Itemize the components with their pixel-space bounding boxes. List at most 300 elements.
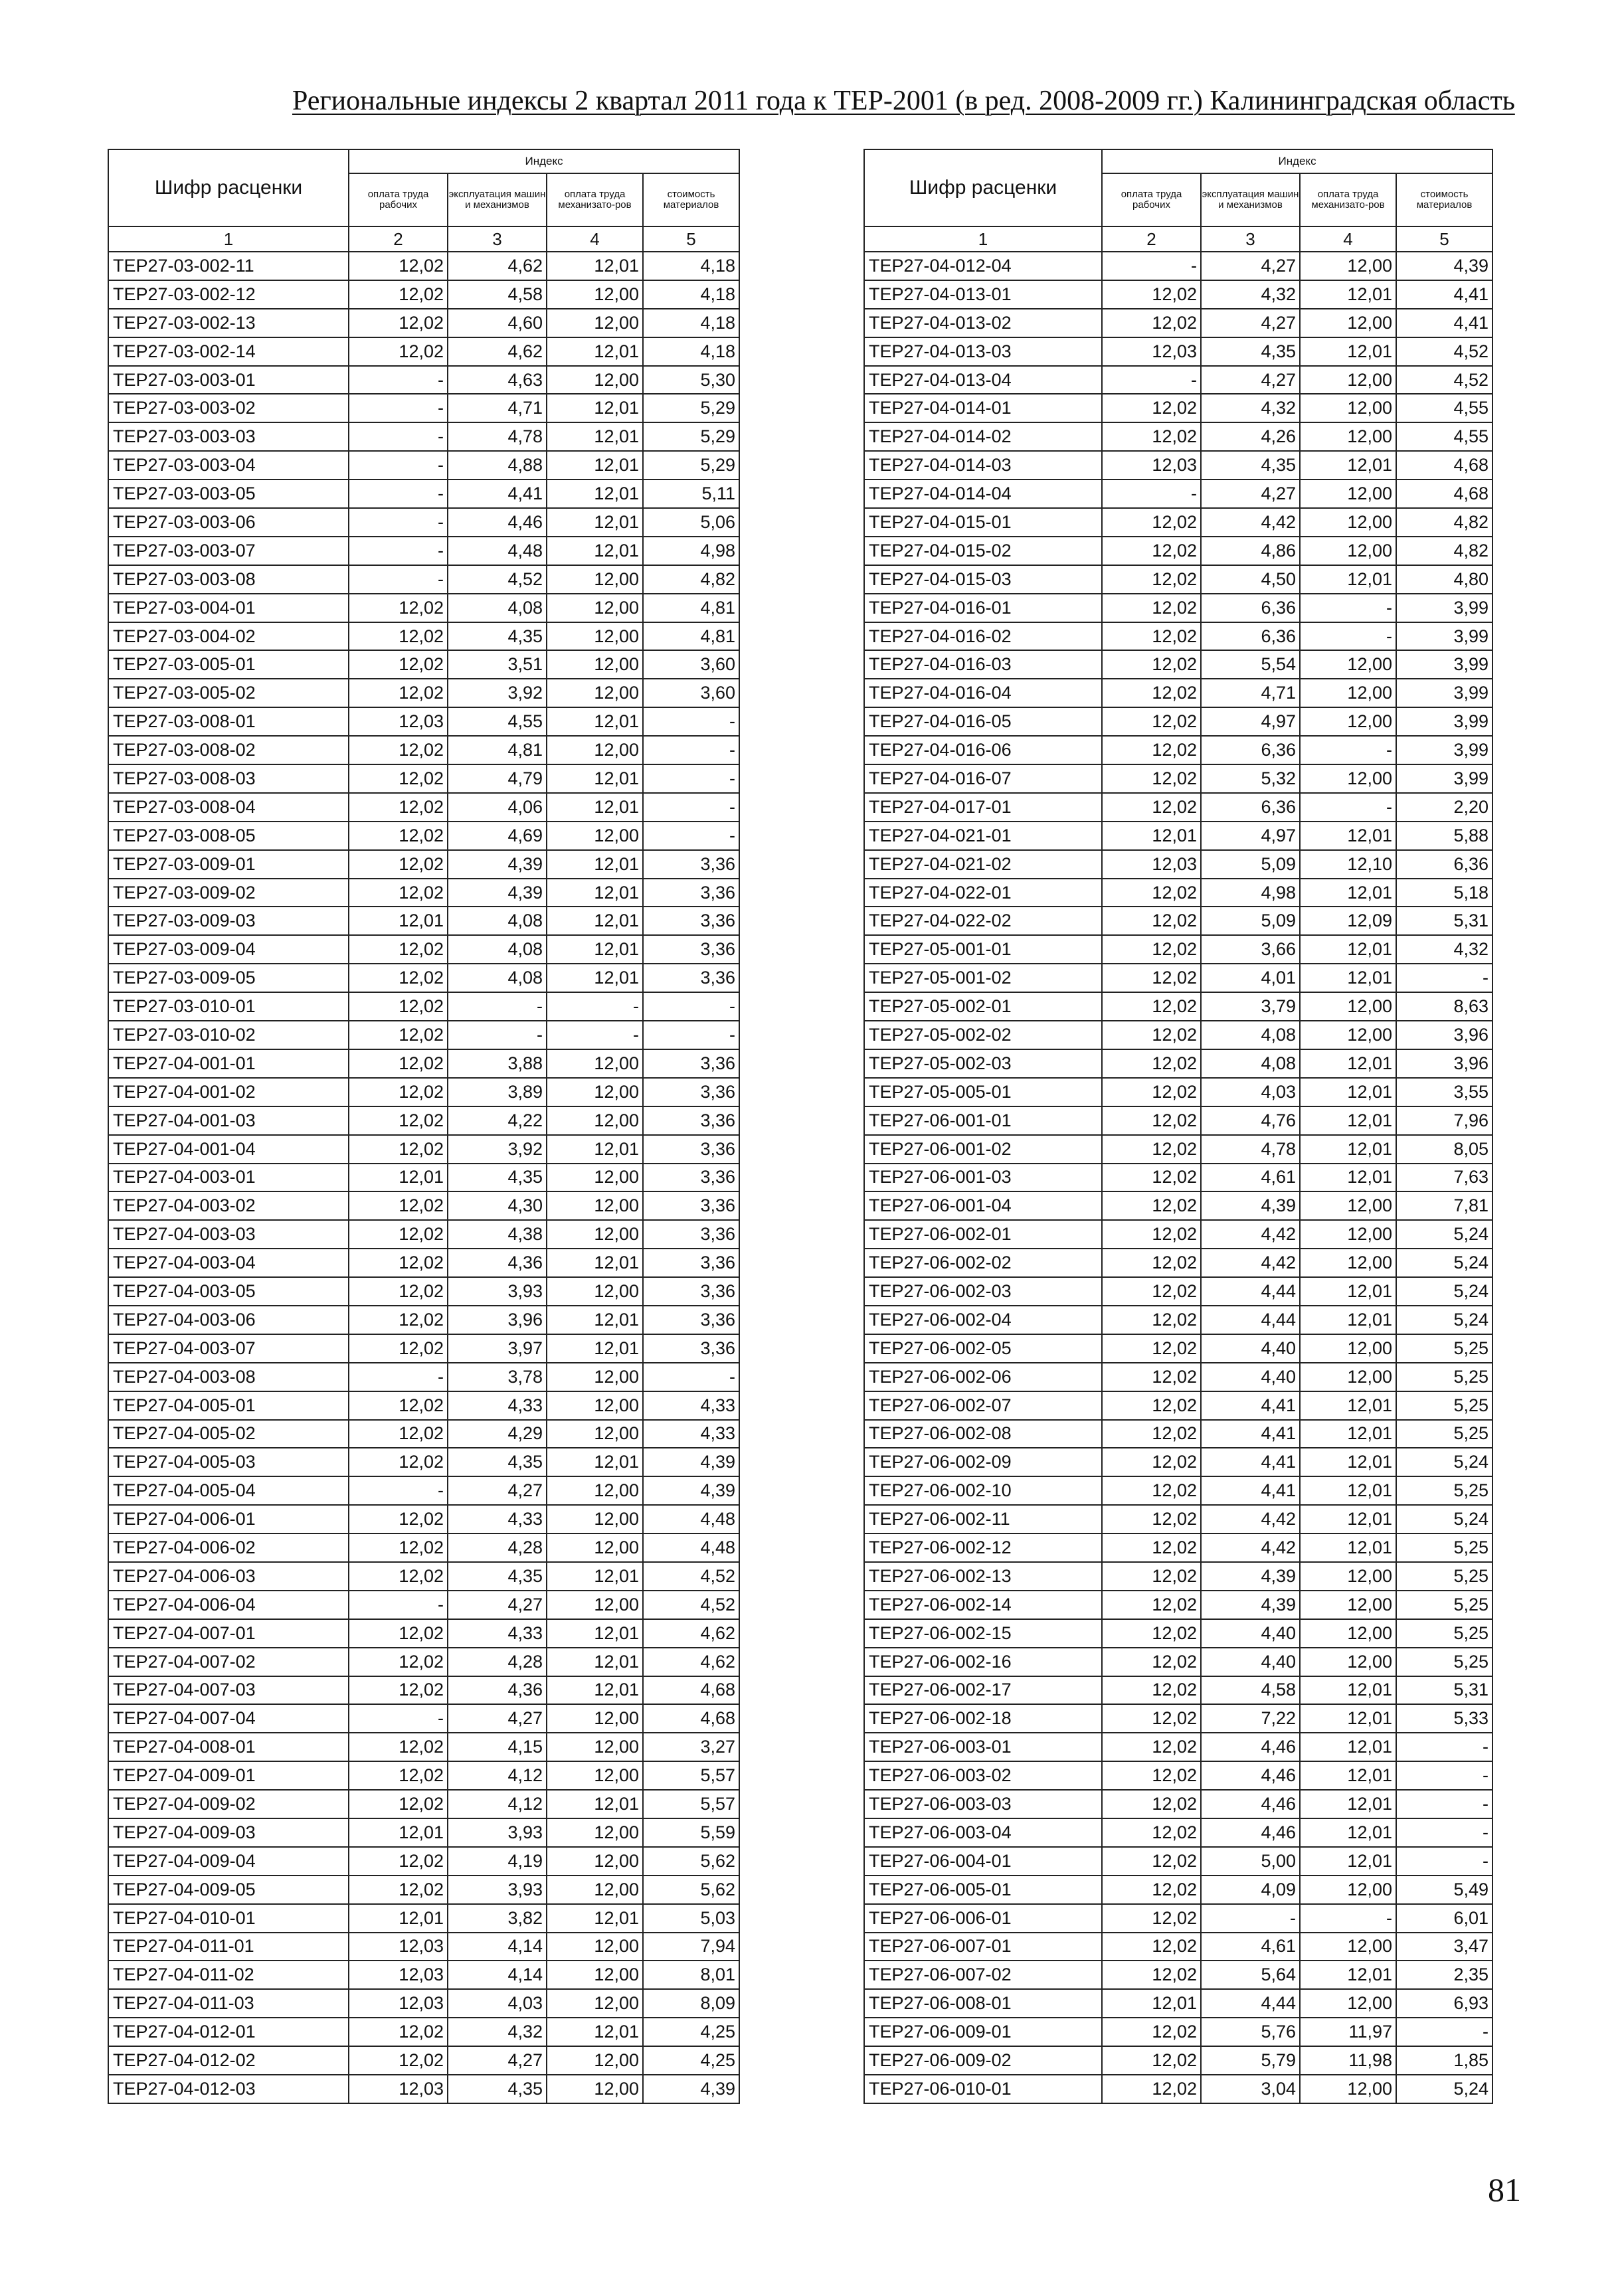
rate-code-cell: ТЕР27-04-012-02 (108, 2046, 349, 2075)
table-row (864, 1049, 1492, 1078)
operators-index-cell: 12,00 (547, 366, 643, 394)
rate-code-cell: ТЕР27-04-003-05 (108, 1277, 349, 1306)
column-number: 4 (1300, 226, 1396, 252)
rate-code-cell: ТЕР27-06-010-01 (864, 2075, 1102, 2103)
operators-index-cell: 12,01 (547, 1790, 643, 1818)
table-row (864, 2018, 1492, 2046)
labor-index-cell: 12,02 (1102, 422, 1201, 451)
machines-index-cell: 4,44 (1201, 1277, 1300, 1306)
table-row (108, 1391, 739, 1420)
labor-index-cell: 12,02 (349, 1135, 448, 1164)
labor-index-cell: 12,02 (1102, 1363, 1201, 1391)
rate-code-cell: ТЕР27-03-002-11 (108, 252, 349, 280)
labor-index-cell: 12,02 (349, 280, 448, 309)
table-row (864, 1363, 1492, 1391)
machines-index-cell: 3,78 (448, 1363, 547, 1391)
materials-index-cell: - (643, 707, 739, 736)
materials-index-cell: 3,36 (643, 1135, 739, 1164)
labor-index-cell: 12,01 (349, 1904, 448, 1933)
operators-index-cell: 12,00 (547, 822, 643, 850)
operators-index-cell: 12,00 (1300, 1363, 1396, 1391)
operators-index-cell: 12,00 (547, 1277, 643, 1306)
materials-index-cell: 5,25 (1396, 1648, 1492, 1676)
column-number: 5 (643, 226, 739, 252)
machines-index-cell: 4,42 (1201, 508, 1300, 537)
labor-index-cell: 12,02 (1102, 1733, 1201, 1761)
materials-index-cell: 5,62 (643, 1876, 739, 1904)
materials-index-cell: 3,60 (643, 650, 739, 679)
rate-code-cell: ТЕР27-04-013-02 (864, 309, 1102, 337)
table-row (864, 1334, 1492, 1363)
materials-index-cell: 4,98 (643, 537, 739, 565)
machines-index-cell: - (448, 992, 547, 1021)
machines-index-cell: 4,46 (1201, 1790, 1300, 1818)
operators-index-cell: 12,01 (547, 422, 643, 451)
materials-index-cell: 4,39 (1396, 252, 1492, 280)
materials-index-cell: 3,99 (1396, 764, 1492, 793)
machines-index-cell: 4,35 (1201, 337, 1300, 366)
materials-index-cell: 5,25 (1396, 1391, 1492, 1420)
machines-index-cell: 5,79 (1201, 2046, 1300, 2075)
table-row (108, 650, 739, 679)
operators-index-cell: 12,01 (547, 907, 643, 935)
materials-index-cell: 3,36 (643, 1164, 739, 1192)
machines-index-cell: 4,08 (448, 907, 547, 935)
operators-index-cell: 12,01 (1300, 1818, 1396, 1847)
rate-code-cell: ТЕР27-03-003-04 (108, 451, 349, 480)
rate-code-cell: ТЕР27-03-008-02 (108, 736, 349, 764)
rate-code-cell: ТЕР27-06-003-04 (864, 1818, 1102, 1847)
labor-index-cell: 12,02 (1102, 1277, 1201, 1306)
header-code: Шифр расценки (864, 149, 1102, 226)
labor-index-cell: 12,02 (349, 764, 448, 793)
operators-index-cell: 12,01 (1300, 1448, 1396, 1476)
machines-index-cell: 4,50 (1201, 565, 1300, 594)
labor-index-cell: 12,02 (349, 1021, 448, 1049)
machines-index-cell: 3,04 (1201, 2075, 1300, 2103)
labor-index-cell: 12,02 (1102, 1135, 1201, 1164)
rate-code-cell: ТЕР27-04-005-04 (108, 1476, 349, 1505)
rate-code-cell: ТЕР27-05-002-02 (864, 1021, 1102, 1049)
table-row (108, 1277, 739, 1306)
table-row (864, 508, 1492, 537)
table-row (864, 850, 1492, 879)
materials-index-cell: - (1396, 1733, 1492, 1761)
materials-index-cell: - (643, 1021, 739, 1049)
table-row (108, 707, 739, 736)
machines-index-cell: 5,32 (1201, 764, 1300, 793)
labor-index-cell: 12,02 (1102, 622, 1201, 651)
materials-index-cell: 4,39 (643, 1476, 739, 1505)
machines-index-cell: 3,92 (448, 679, 547, 707)
materials-index-cell: - (1396, 1847, 1492, 1876)
labor-index-cell: 12,02 (1102, 1533, 1201, 1562)
machines-index-cell: 4,40 (1201, 1648, 1300, 1676)
table-row (108, 1790, 739, 1818)
rate-code-cell: ТЕР27-04-003-01 (108, 1164, 349, 1192)
materials-index-cell: 5,25 (1396, 1619, 1492, 1648)
rate-code-cell: ТЕР27-04-016-04 (864, 679, 1102, 707)
labor-index-cell: 12,01 (349, 1164, 448, 1192)
rate-code-cell: ТЕР27-06-002-01 (864, 1220, 1102, 1249)
table-row (108, 1533, 739, 1562)
rate-code-cell: ТЕР27-06-002-08 (864, 1420, 1102, 1448)
table-row (108, 1191, 739, 1220)
operators-index-cell: 12,00 (547, 1164, 643, 1192)
operators-index-cell: 12,01 (1300, 822, 1396, 850)
machines-index-cell: 4,35 (1201, 451, 1300, 480)
labor-index-cell: - (349, 366, 448, 394)
materials-index-cell: 5,31 (1396, 907, 1492, 935)
table-row (864, 793, 1492, 822)
machines-index-cell: 5,54 (1201, 650, 1300, 679)
materials-index-cell: 3,99 (1396, 622, 1492, 651)
labor-index-cell: 12,02 (349, 850, 448, 879)
materials-index-cell: 4,81 (643, 622, 739, 651)
header-machines: эксплуатация машин и механизмов (448, 173, 547, 226)
header-index: Индекс (349, 149, 739, 173)
rate-code-cell: ТЕР27-03-009-02 (108, 879, 349, 907)
rate-code-cell: ТЕР27-04-013-04 (864, 366, 1102, 394)
table-row (864, 1021, 1492, 1049)
materials-index-cell: 4,39 (643, 1448, 739, 1476)
rate-code-cell: ТЕР27-06-003-02 (864, 1761, 1102, 1790)
machines-index-cell: 4,32 (448, 2018, 547, 2046)
materials-index-cell: 3,27 (643, 1733, 739, 1761)
labor-index-cell: 12,02 (349, 1790, 448, 1818)
labor-index-cell: 12,02 (349, 1648, 448, 1676)
rate-code-cell: ТЕР27-04-003-06 (108, 1306, 349, 1334)
table-row (864, 1164, 1492, 1192)
materials-index-cell: 4,80 (1396, 565, 1492, 594)
machines-index-cell: 4,35 (448, 2075, 547, 2103)
column-number: 1 (108, 226, 349, 252)
rate-code-cell: ТЕР27-06-002-11 (864, 1505, 1102, 1533)
operators-index-cell: 12,00 (547, 1049, 643, 1078)
rate-code-cell: ТЕР27-04-011-02 (108, 1961, 349, 1989)
labor-index-cell: - (349, 1476, 448, 1505)
rate-code-cell: ТЕР27-03-003-06 (108, 508, 349, 537)
machines-index-cell: 4,09 (1201, 1876, 1300, 1904)
rate-code-cell: ТЕР27-04-005-02 (108, 1420, 349, 1448)
rate-code-cell: ТЕР27-04-016-06 (864, 736, 1102, 764)
table-row (864, 736, 1492, 764)
rate-code-cell: ТЕР27-04-001-04 (108, 1135, 349, 1164)
machines-index-cell: 4,71 (1201, 679, 1300, 707)
table-row (108, 1562, 739, 1591)
labor-index-cell: 12,02 (1102, 1220, 1201, 1249)
materials-index-cell: 5,29 (643, 451, 739, 480)
rate-code-cell: ТЕР27-04-005-03 (108, 1448, 349, 1476)
machines-index-cell: 4,14 (448, 1933, 547, 1961)
machines-index-cell: 3,88 (448, 1049, 547, 1078)
operators-index-cell: 12,00 (547, 1704, 643, 1733)
table-row (864, 1904, 1492, 1933)
operators-index-cell: 12,00 (1300, 650, 1396, 679)
rate-code-cell: ТЕР27-06-002-17 (864, 1676, 1102, 1705)
operators-index-cell: 12,01 (547, 1448, 643, 1476)
materials-index-cell: 5,33 (1396, 1704, 1492, 1733)
operators-index-cell: - (1300, 1904, 1396, 1933)
materials-index-cell: 5,25 (1396, 1363, 1492, 1391)
labor-index-cell: 12,02 (349, 1420, 448, 1448)
operators-index-cell: 12,00 (1300, 1648, 1396, 1676)
operators-index-cell: 12,01 (1300, 1505, 1396, 1533)
rate-code-cell: ТЕР27-03-009-05 (108, 964, 349, 992)
rate-code-cell: ТЕР27-03-003-07 (108, 537, 349, 565)
rate-code-cell: ТЕР27-04-009-04 (108, 1847, 349, 1876)
labor-index-cell: 12,02 (1102, 1961, 1201, 1989)
operators-index-cell: 12,00 (547, 679, 643, 707)
table-row (108, 2075, 739, 2103)
table-row (108, 1220, 739, 1249)
operators-index-cell: 12,00 (547, 1961, 643, 1989)
table-row (864, 1676, 1492, 1705)
materials-index-cell: 5,18 (1396, 879, 1492, 907)
rate-code-cell: ТЕР27-04-001-02 (108, 1078, 349, 1106)
operators-index-cell: - (547, 992, 643, 1021)
rate-code-cell: ТЕР27-04-015-01 (864, 508, 1102, 537)
table-row (864, 1704, 1492, 1733)
rate-code-cell: ТЕР27-06-001-03 (864, 1164, 1102, 1192)
operators-index-cell: 12,00 (547, 1989, 643, 2018)
table-row (864, 1562, 1492, 1591)
machines-index-cell: 4,33 (448, 1505, 547, 1533)
machines-index-cell: 4,40 (1201, 1334, 1300, 1363)
labor-index-cell: 12,02 (349, 1876, 448, 1904)
rate-code-cell: ТЕР27-03-009-03 (108, 907, 349, 935)
labor-index-cell: 12,02 (1102, 1761, 1201, 1790)
materials-index-cell: 4,52 (643, 1562, 739, 1591)
machines-index-cell: 4,58 (448, 280, 547, 309)
machines-index-cell: 4,19 (448, 1847, 547, 1876)
machines-index-cell: 4,46 (448, 508, 547, 537)
operators-index-cell: 12,00 (547, 1391, 643, 1420)
labor-index-cell: 12,02 (1102, 1933, 1201, 1961)
operators-index-cell: 12,01 (547, 1306, 643, 1334)
machines-index-cell: 4,26 (1201, 422, 1300, 451)
table-row (108, 1334, 739, 1363)
machines-index-cell: 4,62 (448, 337, 547, 366)
machines-index-cell: 4,30 (448, 1191, 547, 1220)
operators-index-cell: 12,00 (547, 1078, 643, 1106)
table-row (864, 1533, 1492, 1562)
table-row (108, 1619, 739, 1648)
table-row (864, 935, 1492, 964)
labor-index-cell: 12,03 (1102, 451, 1201, 480)
machines-index-cell: 3,51 (448, 650, 547, 679)
machines-index-cell: 4,41 (1201, 1448, 1300, 1476)
rate-code-cell: ТЕР27-04-009-02 (108, 1790, 349, 1818)
rate-code-cell: ТЕР27-06-002-03 (864, 1277, 1102, 1306)
header-materials: стоимость материалов (643, 173, 739, 226)
table-row (108, 1676, 739, 1705)
table-row (108, 508, 739, 537)
operators-index-cell: 12,10 (1300, 850, 1396, 879)
machines-index-cell: 3,96 (448, 1306, 547, 1334)
machines-index-cell: 4,42 (1201, 1505, 1300, 1533)
rate-code-cell: ТЕР27-05-001-02 (864, 964, 1102, 992)
labor-index-cell: 12,03 (1102, 337, 1201, 366)
labor-index-cell: 12,02 (1102, 394, 1201, 422)
operators-index-cell: 12,00 (547, 2046, 643, 2075)
rate-code-cell: ТЕР27-03-008-01 (108, 707, 349, 736)
machines-index-cell: 4,14 (448, 1961, 547, 1989)
labor-index-cell: 12,02 (1102, 1505, 1201, 1533)
materials-index-cell: 4,52 (643, 1591, 739, 1619)
table-row (108, 879, 739, 907)
rate-code-cell: ТЕР27-06-002-02 (864, 1249, 1102, 1277)
labor-index-cell: 12,02 (1102, 594, 1201, 622)
table-row (108, 793, 739, 822)
labor-index-cell: 12,02 (1102, 1049, 1201, 1078)
right-index-table (863, 149, 1493, 2104)
table-row (864, 1391, 1492, 1420)
materials-index-cell: 8,09 (643, 1989, 739, 2018)
rate-code-cell: ТЕР27-04-003-02 (108, 1191, 349, 1220)
labor-index-cell: 12,02 (1102, 1876, 1201, 1904)
materials-index-cell: 3,36 (643, 1191, 739, 1220)
labor-index-cell: 12,02 (1102, 1562, 1201, 1591)
machines-index-cell: 4,38 (448, 1220, 547, 1249)
labor-index-cell: 12,02 (349, 793, 448, 822)
labor-index-cell: 12,02 (349, 1562, 448, 1591)
operators-index-cell: 12,00 (1300, 992, 1396, 1021)
header-materials: стоимость материалов (1396, 173, 1492, 226)
table-row (108, 1904, 739, 1933)
materials-index-cell: 3,55 (1396, 1078, 1492, 1106)
rate-code-cell: ТЕР27-04-001-03 (108, 1106, 349, 1135)
rate-code-cell: ТЕР27-04-016-03 (864, 650, 1102, 679)
materials-index-cell: 3,36 (643, 1106, 739, 1135)
operators-index-cell: 12,01 (1300, 1135, 1396, 1164)
labor-index-cell: - (1102, 366, 1201, 394)
header-labor: оплата труда рабочих (1102, 173, 1201, 226)
machines-index-cell: 3,93 (448, 1876, 547, 1904)
materials-index-cell: 7,94 (643, 1933, 739, 1961)
labor-index-cell: 12,02 (1102, 2046, 1201, 2075)
table-row (108, 565, 739, 594)
machines-index-cell: 6,36 (1201, 594, 1300, 622)
labor-index-cell: 12,02 (1102, 1904, 1201, 1933)
operators-index-cell: 12,09 (1300, 907, 1396, 935)
labor-index-cell: 12,02 (349, 1448, 448, 1476)
labor-index-cell: 12,02 (349, 2018, 448, 2046)
operators-index-cell: 12,00 (1300, 1334, 1396, 1363)
operators-index-cell: 12,00 (1300, 1249, 1396, 1277)
operators-index-cell: 12,00 (547, 1220, 643, 1249)
materials-index-cell: 2,20 (1396, 793, 1492, 822)
materials-index-cell: 5,11 (643, 480, 739, 508)
machines-index-cell: 4,79 (448, 764, 547, 793)
rate-code-cell: ТЕР27-04-001-01 (108, 1049, 349, 1078)
rate-code-cell: ТЕР27-04-007-01 (108, 1619, 349, 1648)
table-row (864, 2046, 1492, 2075)
machines-index-cell: 4,41 (1201, 1420, 1300, 1448)
operators-index-cell: 12,01 (547, 1648, 643, 1676)
materials-index-cell: 5,62 (643, 1847, 739, 1876)
labor-index-cell: 12,02 (1102, 508, 1201, 537)
materials-index-cell: 4,82 (643, 565, 739, 594)
materials-index-cell: 3,96 (1396, 1021, 1492, 1049)
operators-index-cell: 12,01 (1300, 1476, 1396, 1505)
materials-index-cell: 3,60 (643, 679, 739, 707)
materials-index-cell: - (643, 764, 739, 793)
materials-index-cell: 4,48 (643, 1533, 739, 1562)
machines-index-cell: 4,44 (1201, 1989, 1300, 2018)
table-row (864, 1249, 1492, 1277)
machines-index-cell: 4,01 (1201, 964, 1300, 992)
rate-code-cell: ТЕР27-04-014-01 (864, 394, 1102, 422)
materials-index-cell: 5,57 (643, 1790, 739, 1818)
rate-code-cell: ТЕР27-04-008-01 (108, 1733, 349, 1761)
table-row (108, 1448, 739, 1476)
operators-index-cell: 12,01 (547, 2018, 643, 2046)
rate-code-cell: ТЕР27-06-003-03 (864, 1790, 1102, 1818)
materials-index-cell: 5,25 (1396, 1476, 1492, 1505)
labor-index-cell: 12,02 (1102, 280, 1201, 309)
operators-index-cell: 12,01 (1300, 1391, 1396, 1420)
materials-index-cell: 4,55 (1396, 422, 1492, 451)
labor-index-cell: 12,02 (349, 1619, 448, 1648)
rate-code-cell: ТЕР27-04-005-01 (108, 1391, 349, 1420)
table-row (108, 1135, 739, 1164)
rate-code-cell: ТЕР27-04-016-07 (864, 764, 1102, 793)
table-row (864, 822, 1492, 850)
labor-index-cell: 12,02 (1102, 537, 1201, 565)
labor-index-cell: - (349, 1704, 448, 1733)
table-row (864, 252, 1492, 280)
operators-index-cell: 12,01 (547, 764, 643, 793)
materials-index-cell: 5,06 (643, 508, 739, 537)
operators-index-cell: 12,00 (1300, 1220, 1396, 1249)
machines-index-cell: 4,76 (1201, 1106, 1300, 1135)
materials-index-cell: 5,31 (1396, 1676, 1492, 1705)
operators-index-cell: 12,00 (1300, 707, 1396, 736)
rate-code-cell: ТЕР27-06-002-18 (864, 1704, 1102, 1733)
operators-index-cell: 12,00 (547, 565, 643, 594)
operators-index-cell: 12,01 (1300, 1790, 1396, 1818)
machines-index-cell: 4,41 (1201, 1476, 1300, 1505)
rate-code-cell: ТЕР27-05-002-01 (864, 992, 1102, 1021)
materials-index-cell: 4,18 (643, 337, 739, 366)
materials-index-cell: 8,05 (1396, 1135, 1492, 1164)
materials-index-cell: 4,18 (643, 252, 739, 280)
operators-index-cell: 12,01 (1300, 451, 1396, 480)
labor-index-cell: - (349, 508, 448, 537)
machines-index-cell: 4,55 (448, 707, 547, 736)
table-row (108, 1021, 739, 1049)
machines-index-cell: 4,29 (448, 1420, 547, 1448)
operators-index-cell: 12,01 (1300, 964, 1396, 992)
rate-code-cell: ТЕР27-06-009-01 (864, 2018, 1102, 2046)
machines-index-cell: 4,61 (1201, 1164, 1300, 1192)
materials-index-cell: 5,25 (1396, 1562, 1492, 1591)
table-row (108, 1733, 739, 1761)
table-row (108, 1363, 739, 1391)
materials-index-cell: 3,36 (643, 1249, 739, 1277)
labor-index-cell: - (349, 422, 448, 451)
table-row (108, 1704, 739, 1733)
materials-index-cell: 4,81 (643, 594, 739, 622)
table-row (864, 366, 1492, 394)
machines-index-cell: 4,39 (448, 879, 547, 907)
operators-index-cell: 12,00 (1300, 394, 1396, 422)
materials-index-cell: 5,25 (1396, 1420, 1492, 1448)
table-row (108, 309, 739, 337)
machines-index-cell: 4,35 (448, 1448, 547, 1476)
machines-index-cell: 4,08 (448, 935, 547, 964)
